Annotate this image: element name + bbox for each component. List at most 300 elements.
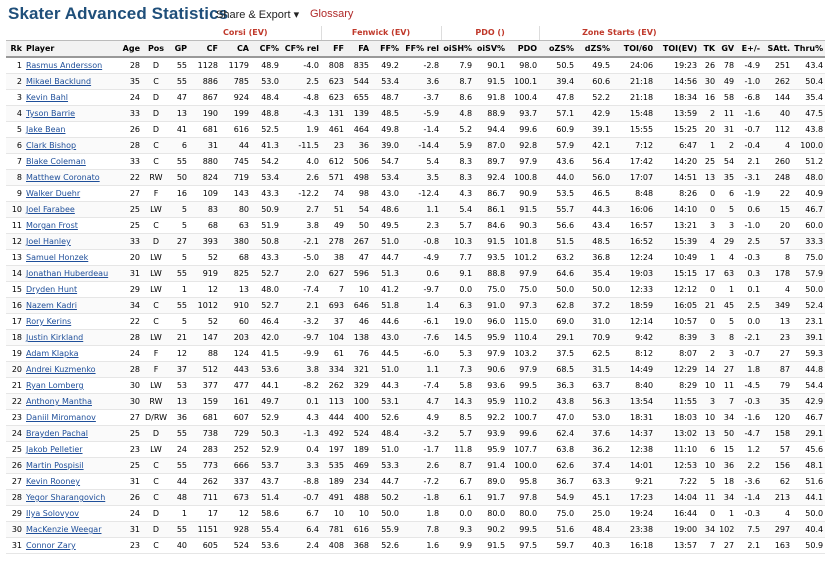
table-cell: 103.2 [507, 346, 539, 362]
table-cell: 31 [116, 266, 142, 282]
table-cell: 53.7 [251, 458, 281, 474]
table-cell: 10:49 [655, 250, 699, 266]
table-cell: 143 [220, 186, 251, 202]
player-link[interactable]: Clark Bishop [24, 138, 116, 154]
player-link[interactable]: Justin Kirkland [24, 330, 116, 346]
table-cell: 10.3 [441, 234, 474, 250]
table-cell: 30 [6, 522, 24, 538]
table-cell: 248 [762, 170, 792, 186]
column-header-age[interactable]: Age [116, 41, 142, 58]
column-header-gv[interactable]: GV [717, 41, 736, 58]
table-cell: 46.5 [576, 186, 612, 202]
table-cell: 12:24 [612, 250, 655, 266]
table-cell: 97.5 [507, 538, 539, 554]
table-cell: 91.5 [507, 202, 539, 218]
player-link[interactable]: Mikael Backlund [24, 74, 116, 90]
table-cell: 0 [699, 506, 717, 522]
table-cell: 100 [346, 394, 371, 410]
table-cell: 48.0 [792, 170, 825, 186]
table-cell: 14:56 [655, 74, 699, 90]
table-cell: 11.8 [441, 442, 474, 458]
table-cell: 0 [699, 202, 717, 218]
table-cell: 25 [6, 442, 24, 458]
table-cell: 18:59 [612, 298, 655, 314]
table-cell: -2.8 [401, 57, 441, 74]
table-cell: 68 [189, 218, 220, 234]
table-cell: 80.0 [507, 506, 539, 522]
table-cell: -0.8 [401, 234, 441, 250]
table-cell: 5 [170, 250, 189, 266]
table-cell: 278 [321, 234, 346, 250]
player-link[interactable]: Joel Farabee [24, 202, 116, 218]
table-cell: D/RW [142, 410, 170, 426]
table-cell: 8:29 [655, 378, 699, 394]
player-link[interactable]: Kevin Rooney [24, 474, 116, 490]
column-header-cf[interactable]: CF [189, 41, 220, 58]
table-cell: 18:03 [655, 410, 699, 426]
table-cell: 21 [6, 378, 24, 394]
table-cell: 14 [699, 362, 717, 378]
table-cell: -7.4 [401, 378, 441, 394]
table-cell: 781 [321, 522, 346, 538]
table-cell: 29.1 [539, 330, 576, 346]
table-cell: -6.0 [401, 346, 441, 362]
table-cell: 17:23 [612, 490, 655, 506]
table-cell: 380 [220, 234, 251, 250]
table-cell: 29 [116, 282, 142, 298]
table-cell: 56.3 [576, 394, 612, 410]
table-cell: 44.3 [576, 202, 612, 218]
table-cell: 99.5 [507, 522, 539, 538]
table-cell: 4 [6, 106, 24, 122]
table-cell: 75.0 [792, 250, 825, 266]
column-header-rk[interactable]: Rk [6, 41, 24, 58]
table-cell: 24 [6, 426, 24, 442]
table-row [6, 410, 825, 426]
table-cell: 23 [116, 442, 142, 458]
column-header-player[interactable]: Player [24, 41, 116, 58]
table-cell: 54.4 [792, 378, 825, 394]
table-cell: D [142, 234, 170, 250]
player-link[interactable]: Samuel Honzek [24, 250, 116, 266]
table-cell: 98 [346, 186, 371, 202]
table-cell: -9.7 [401, 282, 441, 298]
table-cell: 10 [346, 506, 371, 522]
table-cell: 104 [321, 330, 346, 346]
column-header-oisv-[interactable]: oiSV% [474, 41, 507, 58]
table-cell: 21 [170, 330, 189, 346]
table-cell: 53.4 [251, 170, 281, 186]
player-link[interactable]: Joel Hanley [24, 234, 116, 250]
table-cell: 262 [189, 474, 220, 490]
table-cell: 3.3 [281, 458, 321, 474]
table-cell: 13:59 [655, 106, 699, 122]
player-link[interactable]: Ilya Solovyov [24, 506, 116, 522]
table-cell: 189 [321, 474, 346, 490]
table-cell: 9:21 [612, 474, 655, 490]
table-cell: 283 [189, 442, 220, 458]
column-header-pdo[interactable]: PDO [507, 41, 539, 58]
table-cell: 51.9 [251, 218, 281, 234]
table-cell: 693 [321, 298, 346, 314]
table-cell: 55 [170, 74, 189, 90]
column-header-ca[interactable]: CA [220, 41, 251, 58]
table-cell: -3.6 [736, 474, 762, 490]
table-cell: 1 [699, 250, 717, 266]
table-cell: 75.0 [507, 282, 539, 298]
table-cell: 3.8 [281, 362, 321, 378]
table-cell: 623 [321, 74, 346, 90]
table-cell: 924 [220, 90, 251, 106]
table-cell: 6.7 [441, 474, 474, 490]
table-cell: 18 [6, 330, 24, 346]
table-cell: 139 [346, 106, 371, 122]
table-cell: 36.8 [576, 250, 612, 266]
table-cell: 51.0 [371, 234, 401, 250]
table-cell: 20 [6, 362, 24, 378]
table-cell: 63 [717, 266, 736, 282]
table-row [6, 138, 825, 154]
table-cell: 112 [762, 122, 792, 138]
table-cell: 49.8 [371, 122, 401, 138]
table-cell: 16 [170, 186, 189, 202]
column-header-toi-60[interactable]: TOI/60 [612, 41, 655, 58]
table-cell: 37.5 [539, 346, 576, 362]
table-cell: -0.4 [736, 138, 762, 154]
table-cell: 53.5 [539, 186, 576, 202]
table-cell: 26 [699, 57, 717, 74]
table-cell: 44.6 [371, 314, 401, 330]
player-link[interactable]: MacKenzie Weegar [24, 522, 116, 538]
table-cell: 55 [170, 426, 189, 442]
player-link[interactable]: Anthony Mantha [24, 394, 116, 410]
table-cell: 48.4 [576, 522, 612, 538]
column-header-ff[interactable]: FF [321, 41, 346, 58]
table-cell: 52.9 [251, 442, 281, 458]
table-cell: -9.7 [281, 330, 321, 346]
column-header-gp[interactable]: GP [170, 41, 189, 58]
table-cell: 24 [116, 346, 142, 362]
column-header-ff-[interactable]: FF% [371, 41, 401, 58]
table-cell: 44 [170, 474, 189, 490]
table-row [6, 490, 825, 506]
table-cell: 58.6 [251, 506, 281, 522]
table-cell: 28 [116, 362, 142, 378]
table-cell: 8:26 [655, 186, 699, 202]
table-cell: 616 [220, 122, 251, 138]
table-cell: -5.0 [281, 250, 321, 266]
table-cell: 16 [6, 298, 24, 314]
table-cell: 64.6 [539, 266, 576, 282]
table-cell: 1.8 [401, 506, 441, 522]
column-header-cf-[interactable]: CF% [251, 41, 281, 58]
table-cell: 10 [321, 506, 346, 522]
table-cell: 31 [116, 522, 142, 538]
table-cell: 101.8 [507, 234, 539, 250]
table-cell: 60.0 [792, 218, 825, 234]
table-cell: 28 [6, 490, 24, 506]
player-link[interactable]: Yegor Sharangovich [24, 490, 116, 506]
table-cell: 12:29 [655, 362, 699, 378]
table-cell: 45.1 [576, 490, 612, 506]
table-cell: 93.7 [507, 106, 539, 122]
table-cell: D [142, 426, 170, 442]
player-link[interactable]: Jakob Pelletier [24, 442, 116, 458]
table-cell: 928 [220, 522, 251, 538]
player-link[interactable]: Walker Duehr [24, 186, 116, 202]
table-cell: 14 [6, 266, 24, 282]
table-row [6, 186, 825, 202]
table-cell: 2.1 [736, 154, 762, 170]
player-link[interactable]: Connor Zary [24, 538, 116, 554]
table-cell: 10 [346, 282, 371, 298]
table-cell: 377 [189, 378, 220, 394]
table-cell: 646 [346, 298, 371, 314]
table-cell: 5 [717, 314, 736, 330]
table-cell: 25 [116, 426, 142, 442]
table-cell: 45 [717, 298, 736, 314]
table-cell: -1.6 [736, 410, 762, 426]
player-link[interactable]: Rasmus Andersson [24, 57, 116, 74]
player-link[interactable]: Rory Kerins [24, 314, 116, 330]
column-header-e-[interactable]: E+/- [736, 41, 762, 58]
table-cell: 50.9 [792, 538, 825, 554]
table-cell: 0.3 [736, 266, 762, 282]
table-cell: 0.1 [736, 282, 762, 298]
table-cell: 7.7 [441, 250, 474, 266]
table-cell: 90.3 [507, 218, 539, 234]
table-cell: 5.4 [441, 202, 474, 218]
table-cell: 31.0 [576, 314, 612, 330]
table-cell: 297 [762, 522, 792, 538]
table-cell: 623 [321, 90, 346, 106]
glossary-link[interactable]: Glossary [310, 8, 354, 20]
table-cell: 55 [170, 522, 189, 538]
table-cell: 158 [762, 426, 792, 442]
table-cell: 93.9 [474, 426, 507, 442]
table-cell: 13:02 [655, 426, 699, 442]
table-cell: 681 [189, 122, 220, 138]
table-cell: 47 [170, 90, 189, 106]
table-cell: 43.0 [371, 330, 401, 346]
table-cell: 47.0 [539, 410, 576, 426]
table-cell: 97.8 [507, 490, 539, 506]
table-cell: 50.3 [251, 426, 281, 442]
table-cell: 51.5 [539, 234, 576, 250]
table-cell: 62.6 [539, 458, 576, 474]
table-cell: 13 [170, 106, 189, 122]
table-cell: RW [142, 170, 170, 186]
table-cell: 867 [189, 90, 220, 106]
column-header-oish-[interactable]: oiSH% [441, 41, 474, 58]
table-cell: 53 [170, 378, 189, 394]
table-cell: 50 [170, 170, 189, 186]
table-cell: 8:48 [612, 186, 655, 202]
table-cell: 461 [321, 122, 346, 138]
table-cell: 24 [116, 506, 142, 522]
column-header-thru-[interactable]: Thru% [792, 41, 825, 58]
table-cell: 11 [699, 490, 717, 506]
table-cell: 90.1 [474, 57, 507, 74]
table-cell: 159 [189, 394, 220, 410]
table-cell: 1 [717, 506, 736, 522]
table-row [6, 538, 825, 554]
table-cell: 6 [6, 138, 24, 154]
table-cell: 44.8 [792, 362, 825, 378]
player-link[interactable]: Nazem Kadri [24, 298, 116, 314]
table-cell: 10 [6, 202, 24, 218]
table-cell: 12 [170, 346, 189, 362]
table-cell: 408 [321, 538, 346, 554]
table-cell: 50.5 [539, 57, 576, 74]
column-header-fa[interactable]: FA [346, 41, 371, 58]
table-cell: 53.3 [371, 458, 401, 474]
table-row [6, 442, 825, 458]
table-cell: 51.6 [539, 522, 576, 538]
table-cell: 40.3 [576, 538, 612, 554]
player-link[interactable]: Dryden Hunt [24, 282, 116, 298]
table-cell: -1.9 [736, 186, 762, 202]
table-cell: 42.9 [576, 106, 612, 122]
table-cell: 488 [346, 490, 371, 506]
table-cell: 4 [762, 138, 792, 154]
table-cell: 37.4 [576, 458, 612, 474]
table-cell: 57 [762, 442, 792, 458]
table-cell: 0 [699, 186, 717, 202]
table-cell: 785 [220, 74, 251, 90]
table-cell: 40 [170, 538, 189, 554]
table-cell: 7.8 [401, 522, 441, 538]
table-cell: 21 [699, 298, 717, 314]
table-cell: 91.4 [474, 458, 507, 474]
table-cell: 251 [762, 57, 792, 74]
table-cell: 51.8 [371, 298, 401, 314]
table-cell: 15:15 [655, 266, 699, 282]
table-cell: 39.1 [792, 330, 825, 346]
player-link[interactable]: Kevin Bahl [24, 90, 116, 106]
table-cell: -4.9 [736, 57, 762, 74]
share-export-menu[interactable]: Share & Export ▾ [216, 9, 300, 21]
table-cell: 87 [762, 362, 792, 378]
table-cell: 46 [346, 314, 371, 330]
table-cell: 12:53 [655, 458, 699, 474]
table-cell: 97.9 [507, 362, 539, 378]
table-cell: 41.2 [371, 282, 401, 298]
table-cell: -1.0 [736, 218, 762, 234]
table-cell: 492 [321, 426, 346, 442]
table-cell: 4.8 [441, 106, 474, 122]
player-link[interactable]: Adam Klapka [24, 346, 116, 362]
table-cell: 7 [699, 538, 717, 554]
table-cell: 5.8 [441, 378, 474, 394]
table-cell: 37.6 [576, 426, 612, 442]
column-header-cf-rel[interactable]: CF% rel [281, 41, 321, 58]
table-cell: 12:12 [655, 282, 699, 298]
table-cell: 8 [762, 250, 792, 266]
player-link[interactable]: Martin Pospisil [24, 458, 116, 474]
table-cell: 13 [762, 314, 792, 330]
table-cell: 36 [717, 458, 736, 474]
table-cell: 49.7 [251, 394, 281, 410]
table-cell: 393 [189, 234, 220, 250]
table-cell: 99.5 [507, 378, 539, 394]
table-cell: 5 [6, 122, 24, 138]
table-cell: F [142, 186, 170, 202]
table-cell: -8.2 [281, 378, 321, 394]
table-cell: D [142, 106, 170, 122]
table-cell: 7.3 [441, 362, 474, 378]
table-cell: 23 [6, 410, 24, 426]
table-cell: C [142, 154, 170, 170]
table-cell: -11.5 [281, 138, 321, 154]
table-cell: 61 [321, 346, 346, 362]
column-header-ozs-[interactable]: oZS% [539, 41, 576, 58]
table-cell: 18:31 [612, 410, 655, 426]
table-cell: 711 [189, 490, 220, 506]
table-cell: 110.2 [507, 394, 539, 410]
column-header-satt-[interactable]: SAtt. [762, 41, 792, 58]
table-cell: 8:39 [655, 330, 699, 346]
player-link[interactable]: Ryan Lomberg [24, 378, 116, 394]
player-link[interactable]: Jake Bean [24, 122, 116, 138]
table-cell: 234 [346, 474, 371, 490]
table-cell: 627 [321, 266, 346, 282]
table-cell: 469 [346, 458, 371, 474]
table-cell: 94.4 [474, 122, 507, 138]
table-cell: C [142, 474, 170, 490]
table-cell: 28 [116, 57, 142, 74]
table-cell: 16 [699, 90, 717, 106]
column-header-pos[interactable]: Pos [142, 41, 170, 58]
table-cell: 31 [189, 138, 220, 154]
player-link[interactable]: Morgan Frost [24, 218, 116, 234]
player-link[interactable]: Brayden Pachal [24, 426, 116, 442]
column-header-toi-ev-[interactable]: TOI(EV) [655, 41, 699, 58]
player-link[interactable]: Tyson Barrie [24, 106, 116, 122]
table-cell: 16:06 [612, 202, 655, 218]
player-link[interactable]: Andrei Kuzmenko [24, 362, 116, 378]
table-cell: 95.9 [474, 394, 507, 410]
player-link[interactable]: Matthew Coronato [24, 170, 116, 186]
group-pdo: PDO () [441, 26, 539, 41]
table-cell: 97.9 [507, 266, 539, 282]
table-cell: 262 [762, 74, 792, 90]
table-cell: 48.9 [251, 57, 281, 74]
table-cell: 33 [116, 154, 142, 170]
table-cell: 13:54 [612, 394, 655, 410]
player-link[interactable]: Blake Coleman [24, 154, 116, 170]
table-cell: 1.8 [736, 362, 762, 378]
table-cell: 824 [189, 170, 220, 186]
table-cell: 29.1 [792, 426, 825, 442]
table-cell: 115.0 [507, 314, 539, 330]
player-link[interactable]: Daniil Miromanov [24, 410, 116, 426]
column-header-ff-rel[interactable]: FF% rel [401, 41, 441, 58]
column-header-tk[interactable]: TK [699, 41, 717, 58]
table-cell: 31 [116, 474, 142, 490]
table-cell: 43.4 [576, 218, 612, 234]
table-cell: 38 [321, 250, 346, 266]
player-link[interactable]: Jonathan Huberdeau [24, 266, 116, 282]
table-cell: 48.6 [371, 202, 401, 218]
table-cell: 7 [321, 282, 346, 298]
column-header-dzs-[interactable]: dZS% [576, 41, 612, 58]
table-cell: 50.0 [792, 506, 825, 522]
table-cell: 719 [220, 170, 251, 186]
table-cell: LW [142, 330, 170, 346]
table-cell: 63 [220, 218, 251, 234]
table-cell: 27 [6, 474, 24, 490]
